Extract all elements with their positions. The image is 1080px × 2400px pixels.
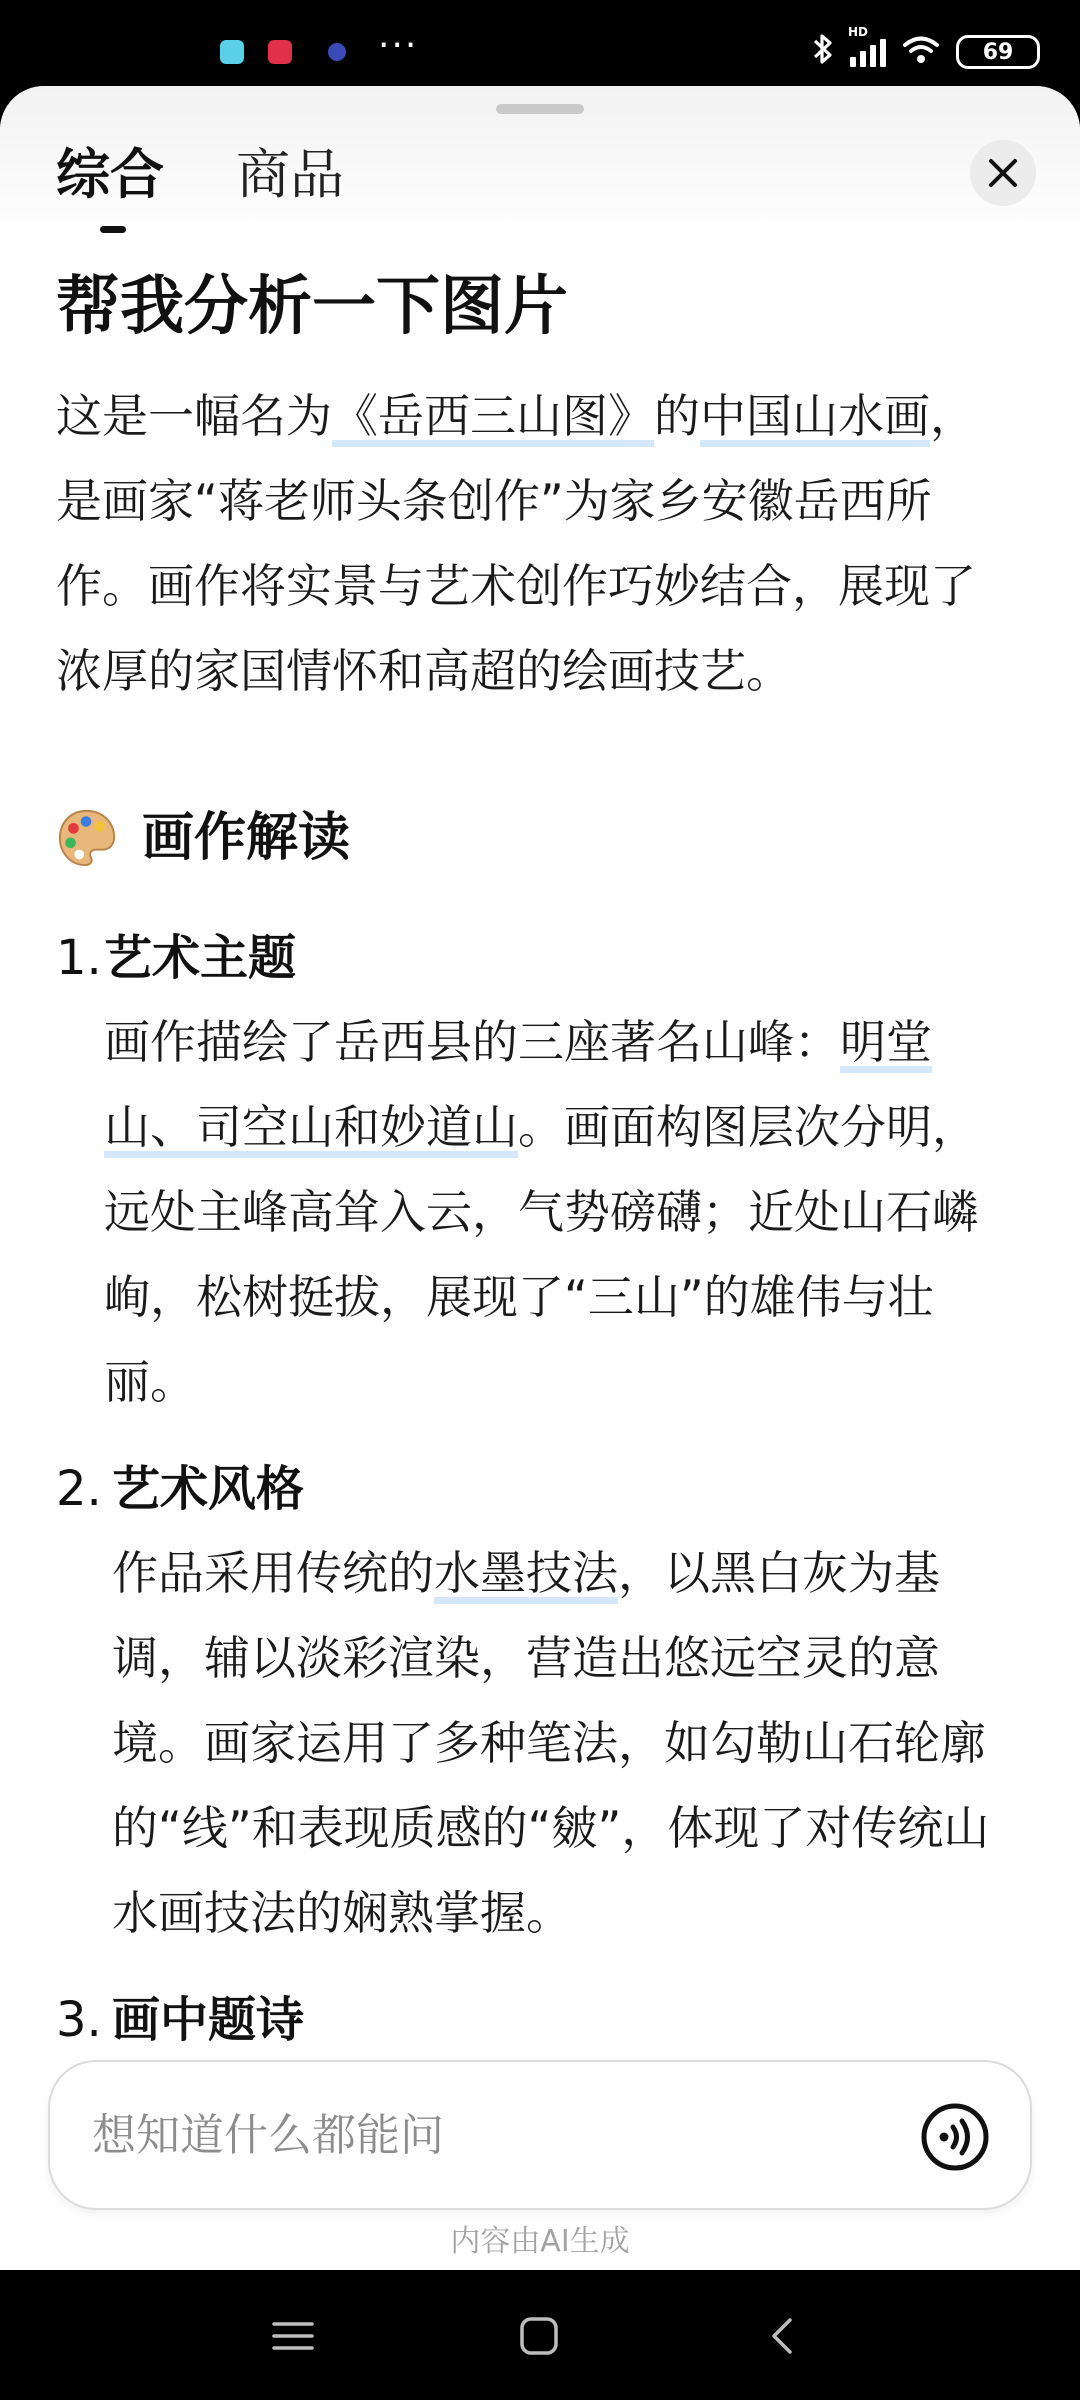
drag-handle[interactable] [496,104,584,114]
list-item-body [104,1000,1016,1425]
list-item-header [56,916,1016,1000]
battery-icon: 69 [956,35,1040,69]
back-icon[interactable] [758,2314,808,2358]
page-title: 帮我分析一下图片 [56,270,568,344]
intro-text: 的 [654,389,700,443]
painting-name-link[interactable]: 《岳西三山图》 [332,389,654,447]
network-type-label: HD [848,25,869,39]
list-item-title: 画中题诗 [112,1992,305,2048]
list-item-body [112,1531,1016,1956]
menu-icon[interactable] [268,2314,318,2358]
close-button[interactable] [970,140,1036,206]
intro-text: 这是一幅名为 [56,389,332,443]
question-input[interactable] [48,2060,1032,2210]
list-item-title: 艺术风格 [112,1461,305,1517]
list-item [56,1447,1016,1956]
answer-content [56,262,1016,2084]
list-item-number: 2. [56,1461,102,1517]
palette-icon [56,807,118,869]
list-item [56,1978,1016,2062]
section-heading [56,798,1016,878]
item-text: 画作描绘了岳西县的三座著名山峰： [104,1015,840,1069]
landscape-painting-link[interactable]: 中国山水画 [700,389,930,447]
app-notification-icon [328,43,346,61]
list-item-title: 艺术主题 [104,930,297,986]
intro-paragraph [56,374,1016,714]
voice-call-icon[interactable] [920,2102,990,2172]
question-input-placeholder[interactable]: 想知道什么都能问 [92,2110,444,2161]
intro-text: ，是画家“蒋老师头条创作”为家乡安徽岳西所作。画作将实景与艺术创作巧妙结合，展现了浓厚的家国情怀和高超的绘画技艺。 [56,389,976,698]
signal-icon [848,25,886,67]
list-item-header [56,1447,1016,1531]
wifi-icon [902,35,940,69]
ai-generated-note: 内容由AI生成 [450,2224,630,2259]
close-icon [987,157,1019,189]
item-text: ，以黑白灰为基调，辅以淡彩渲染，营造出悠远空灵的意境。画家运用了多种笔法，如勾勒山石轮廓的“线”和表现质感的“皴”，体现了对传统山水画技法的娴熟掌握。 [112,1546,990,1940]
bluetooth-icon [812,32,834,72]
status-icons [812,25,1040,74]
app-notification-icon [268,40,292,64]
ink-technique-link[interactable]: 水墨技法 [434,1546,618,1604]
mountains-link[interactable]: 明堂山、司空山和妙道山 [104,1015,932,1158]
list-item-number: 3. [56,1992,102,2048]
tab-products[interactable]: 商品 [236,143,344,206]
list-item-number: 1. [56,930,102,986]
tab-indicator [100,226,126,233]
section-title: 画作解读 [142,808,351,868]
answer-sheet [0,86,1080,2270]
item-text: 。画面构图层次分明，远处主峰高耸入云，气势磅礴；近处山石嶙峋，松树挺拔，展现了“三山”的雄伟与壮丽。 [104,1100,978,1409]
status-bar [0,0,1080,88]
tab-comprehensive[interactable]: 综合 [56,143,164,206]
more-dots-icon: ··· [378,25,419,66]
item-text: 作品采用传统的 [112,1546,434,1600]
home-icon[interactable] [514,2314,564,2358]
system-nav-bar [0,2270,1080,2400]
list-item [56,916,1016,1425]
app-notification-icon [220,40,244,64]
sheet-header [0,86,1080,238]
list-item-header [56,1978,1016,2062]
